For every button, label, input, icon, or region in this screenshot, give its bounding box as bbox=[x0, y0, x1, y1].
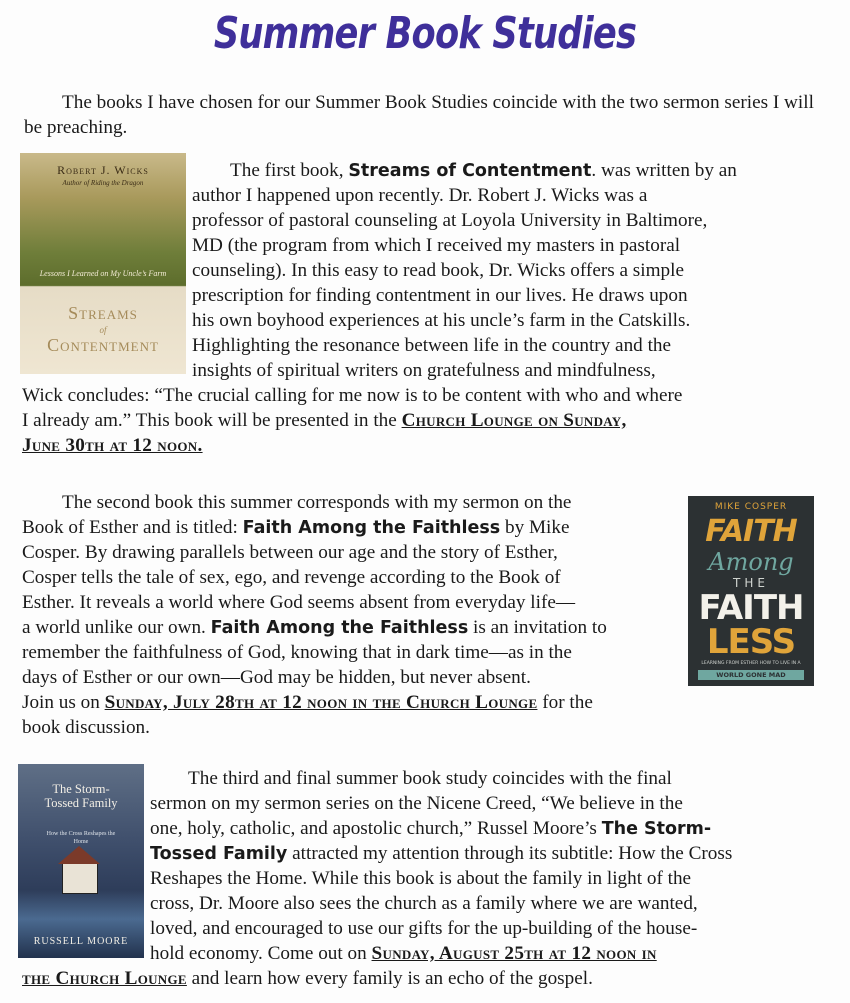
cover-author: Robert J. Wicks bbox=[57, 163, 149, 177]
book3-line: hold economy. Come out on Sunday, August 25th at 12 noon in bbox=[150, 943, 657, 964]
book1-line: The first book, Streams of Contentment. was written by an bbox=[230, 160, 737, 181]
cover-subtitle: Author of Riding the Dragon bbox=[62, 179, 144, 187]
book2-line: Cosper. By drawing parallels between our age and the story of Esther, bbox=[22, 542, 558, 563]
book3-title-cont: Tossed Family bbox=[150, 844, 288, 864]
book1-line: prescription for finding contentment in our lives. He draws upon bbox=[192, 285, 688, 306]
cover-author: RUSSELL MOORE bbox=[33, 936, 129, 947]
house-roof-icon bbox=[58, 846, 100, 864]
cover-title-of: of bbox=[99, 325, 107, 335]
book2-line: book discussion. bbox=[22, 717, 150, 738]
book1-line: I already am.” This book will be presented in the Church Lounge on Sunday, bbox=[22, 410, 627, 431]
cover-banner: WORLD GONE MAD bbox=[698, 670, 804, 680]
book1-event: Church Lounge on Sunday, bbox=[401, 410, 627, 431]
book3-title: The Storm- bbox=[601, 819, 712, 839]
book3-event-location: the Church Lounge bbox=[22, 968, 187, 989]
cover-author: MIKE COSPER bbox=[714, 502, 788, 512]
book3-line: sermon on my sermon series on the Nicene Creed, “We believe in the bbox=[150, 793, 683, 814]
page-title: Summer Book Studies bbox=[213, 8, 637, 59]
book1-event-date: June 30th at 12 noon. bbox=[22, 435, 203, 456]
book3-line: Reshapes the Home. While this book is about the family in light of the bbox=[150, 868, 692, 889]
book2-line: Join us on Sunday, July 28th at 12 noon in the Church Lounge for the bbox=[22, 692, 593, 713]
book1-line: professor of pastoral counseling at Loyola University in Baltimore, bbox=[192, 210, 708, 231]
book3-event: Sunday, August 25th at 12 noon in bbox=[371, 943, 657, 964]
book2-line: The second book this summer corresponds with my sermon on the bbox=[62, 492, 572, 513]
cover-subtitle: How the Cross Reshapes the Home bbox=[46, 831, 116, 845]
book2-line: Cosper tells the tale of sex, ego, and revenge according to the Book of bbox=[22, 567, 561, 588]
cover-word-faith2: FAITH bbox=[698, 588, 804, 628]
book1-line: insights of spiritual writers on gratefulness and mindfulness, bbox=[192, 360, 656, 381]
book3-line: Tossed Family attracted my attention through its subtitle: How the Cross bbox=[150, 843, 733, 864]
intro-text: The books I have chosen for our Summer Book Studies coincide with the two sermon series I will be preaching. bbox=[24, 92, 814, 138]
book1-title: Streams of Contentment bbox=[348, 161, 592, 181]
book1-line bbox=[22, 433, 832, 458]
book2-line: a world unlike our own. Faith Among the Faithless is an invitation to bbox=[22, 617, 607, 638]
book1-line: MD (the program from which I received my masters in pastoral bbox=[192, 235, 681, 256]
cover-title-line2: Contentment bbox=[47, 335, 159, 355]
book2-line: remember the faithfulness of God, knowing that in dark time—as in the bbox=[22, 642, 572, 663]
cover-word-less: LESS bbox=[706, 622, 796, 662]
book2-line: Esther. It reveals a world where God seems absent from everyday life— bbox=[22, 592, 576, 613]
book2-line: Book of Esther and is titled: Faith Among the Faithless by Mike bbox=[22, 517, 570, 538]
book3-line: loved, and encouraged to use our gifts for the up-building of the house- bbox=[150, 918, 698, 939]
book2-title-repeat: Faith Among the Faithless bbox=[210, 618, 469, 638]
book3-line: the Church Lounge and learn how every family is an echo of the gospel. bbox=[22, 968, 593, 989]
book-cover-storm-tossed-family bbox=[18, 764, 144, 958]
book1-line: author I happened upon recently. Dr. Robert J. Wicks was a bbox=[192, 185, 648, 206]
book1-line: Highlighting the resonance between life in the country and the bbox=[192, 335, 672, 356]
cover-title-line1: Streams bbox=[68, 303, 138, 323]
book1-line: his own boyhood experiences at his uncle’s farm in the Catskills. bbox=[192, 310, 691, 331]
book1-line: counseling). In this easy to read book, Dr. Wicks offers a simple bbox=[192, 260, 684, 281]
house-icon bbox=[62, 862, 98, 894]
book1-line: Wick concludes: “The crucial calling for me now is to be content with who and where bbox=[22, 385, 683, 406]
cover-tagline: LEARNING FROM ESTHER HOW TO LIVE IN A bbox=[701, 661, 801, 666]
cover-word-faith: FAITH bbox=[705, 514, 797, 549]
cover-word-the: THE bbox=[733, 576, 769, 590]
book-cover-streams-of-contentment bbox=[20, 153, 186, 374]
cover-tagline: Lessons I Learned on My Uncle’s Farm bbox=[39, 269, 167, 278]
book3-line: one, holy, catholic, and apostolic church,” Russel Moore’s The Storm- bbox=[150, 818, 712, 839]
cover-word-among: Among bbox=[708, 548, 794, 576]
book-cover-faith-among-the-faithless bbox=[688, 496, 814, 686]
cover-title: The Storm-Tossed Family bbox=[44, 782, 118, 810]
book3-line: The third and final summer book study coincides with the final bbox=[188, 768, 672, 789]
book2-event: Sunday, July 28th at 12 noon in the Church Lounge bbox=[104, 692, 538, 713]
book2-title: Faith Among the Faithless bbox=[242, 518, 501, 538]
book3-line: cross, Dr. Moore also sees the church as a family where we are wanted, bbox=[150, 893, 698, 914]
intro-paragraph bbox=[24, 90, 824, 140]
book2-line: days of Esther or our own—God may be hidden, but never absent. bbox=[22, 667, 531, 688]
